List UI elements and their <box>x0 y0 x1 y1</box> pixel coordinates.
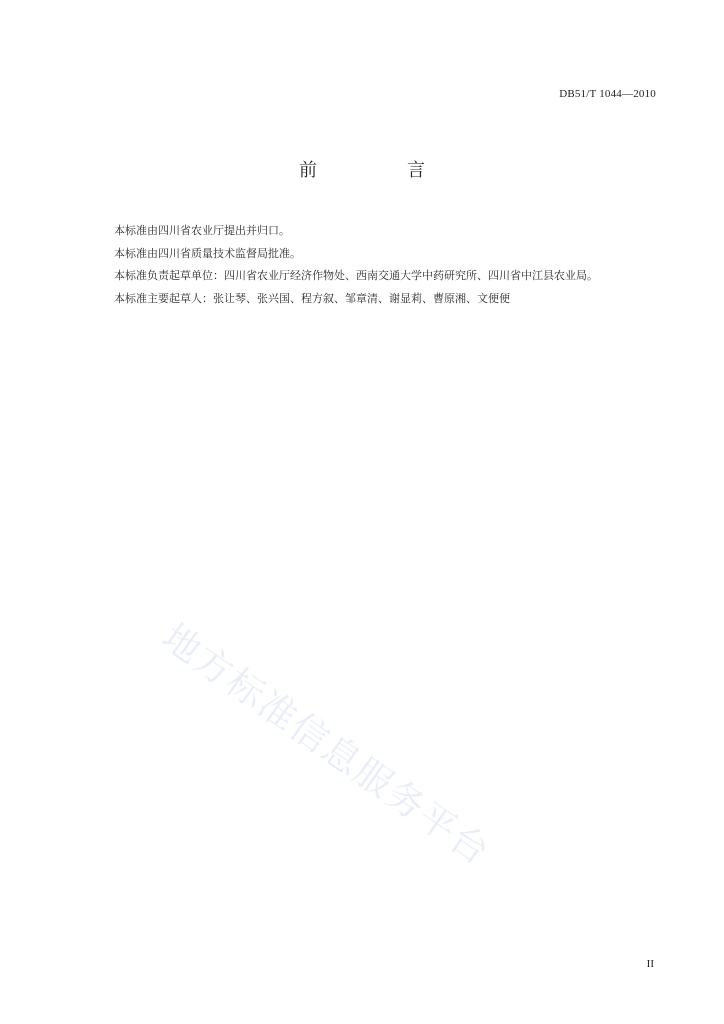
page-title: 前 言 <box>299 160 461 181</box>
foreword-line-drafters: 本标准主要起草人：张让琴、张兴国、程方叙、邹章清、谢显莉、曹原湘、文便便 <box>114 291 510 305</box>
standard-code-header: DB51/T 1044—2010 <box>559 88 656 100</box>
foreword-line-proposer: 本标准由四川省农业厅提出并归口。 <box>114 224 290 237</box>
page-number: II <box>646 958 654 970</box>
watermark: 地方标准信息服务平台 <box>154 615 499 875</box>
foreword-line-drafting-units: 本标准负责起草单位：四川省农业厅经济作物处、西南交通大学中药研究所、四川省中江县农业局。 <box>114 269 598 282</box>
foreword-line-approver: 本标准由四川省质量技术监督局批准。 <box>114 246 301 260</box>
foreword-body <box>114 220 674 310</box>
